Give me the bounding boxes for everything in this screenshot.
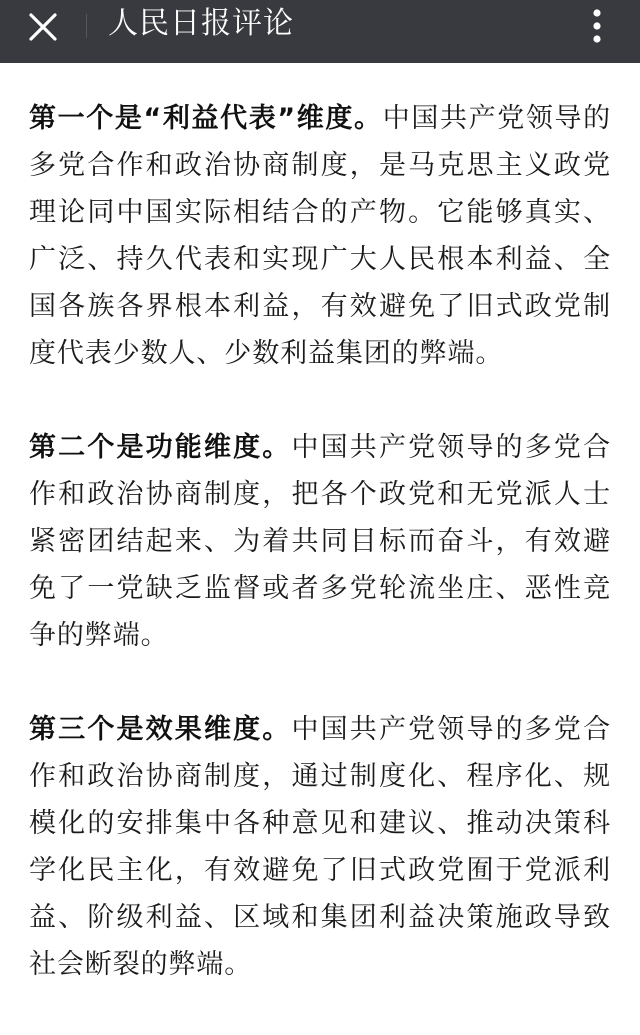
paragraph-lead: 第二个是功能维度。 xyxy=(29,432,292,463)
more-button[interactable] xyxy=(582,6,612,46)
paragraph-body: 中国共产党领导的多党合作和政治协商制度，通过制度化、程序化、规模化的安排集中各种意见和建议、推动决策科学化民主化，有效避免了旧式政党囿于党派利益、阶级利益、区域和集团利益决策施政导致社会断裂的弊端。 xyxy=(29,714,611,980)
close-button[interactable] xyxy=(22,6,64,48)
article-paragraph-2 xyxy=(29,424,611,659)
paragraph-lead: 第一个是“利益代表”维度。 xyxy=(29,103,383,134)
paragraph-body: 中国共产党领导的多党合作和政治协商制度，把各个政党和无党派人士紧密团结起来、为着共同目标而奋斗，有效避免了一党缺乏监督或者多党轮流坐庄、恶性竞争的弊端。 xyxy=(29,432,611,651)
page-title: 人民日报评论 xyxy=(108,6,294,41)
header-divider xyxy=(86,14,87,38)
paragraph-lead: 第三个是效果维度。 xyxy=(29,714,292,745)
top-bar xyxy=(0,0,640,63)
more-vertical-icon xyxy=(592,8,602,44)
article-content xyxy=(29,95,611,1035)
close-icon xyxy=(28,12,58,42)
paragraph-body: 中国共产党领导的多党合作和政治协商制度，是马克思主义政党理论同中国实际相结合的产物。它能够真实、广泛、持久代表和实现广大人民根本利益、全国各族各界根本利益，有效避免了旧式政党制度代表少数人、少数利益集团的弊端。 xyxy=(29,103,611,369)
article-paragraph-1 xyxy=(29,95,611,377)
